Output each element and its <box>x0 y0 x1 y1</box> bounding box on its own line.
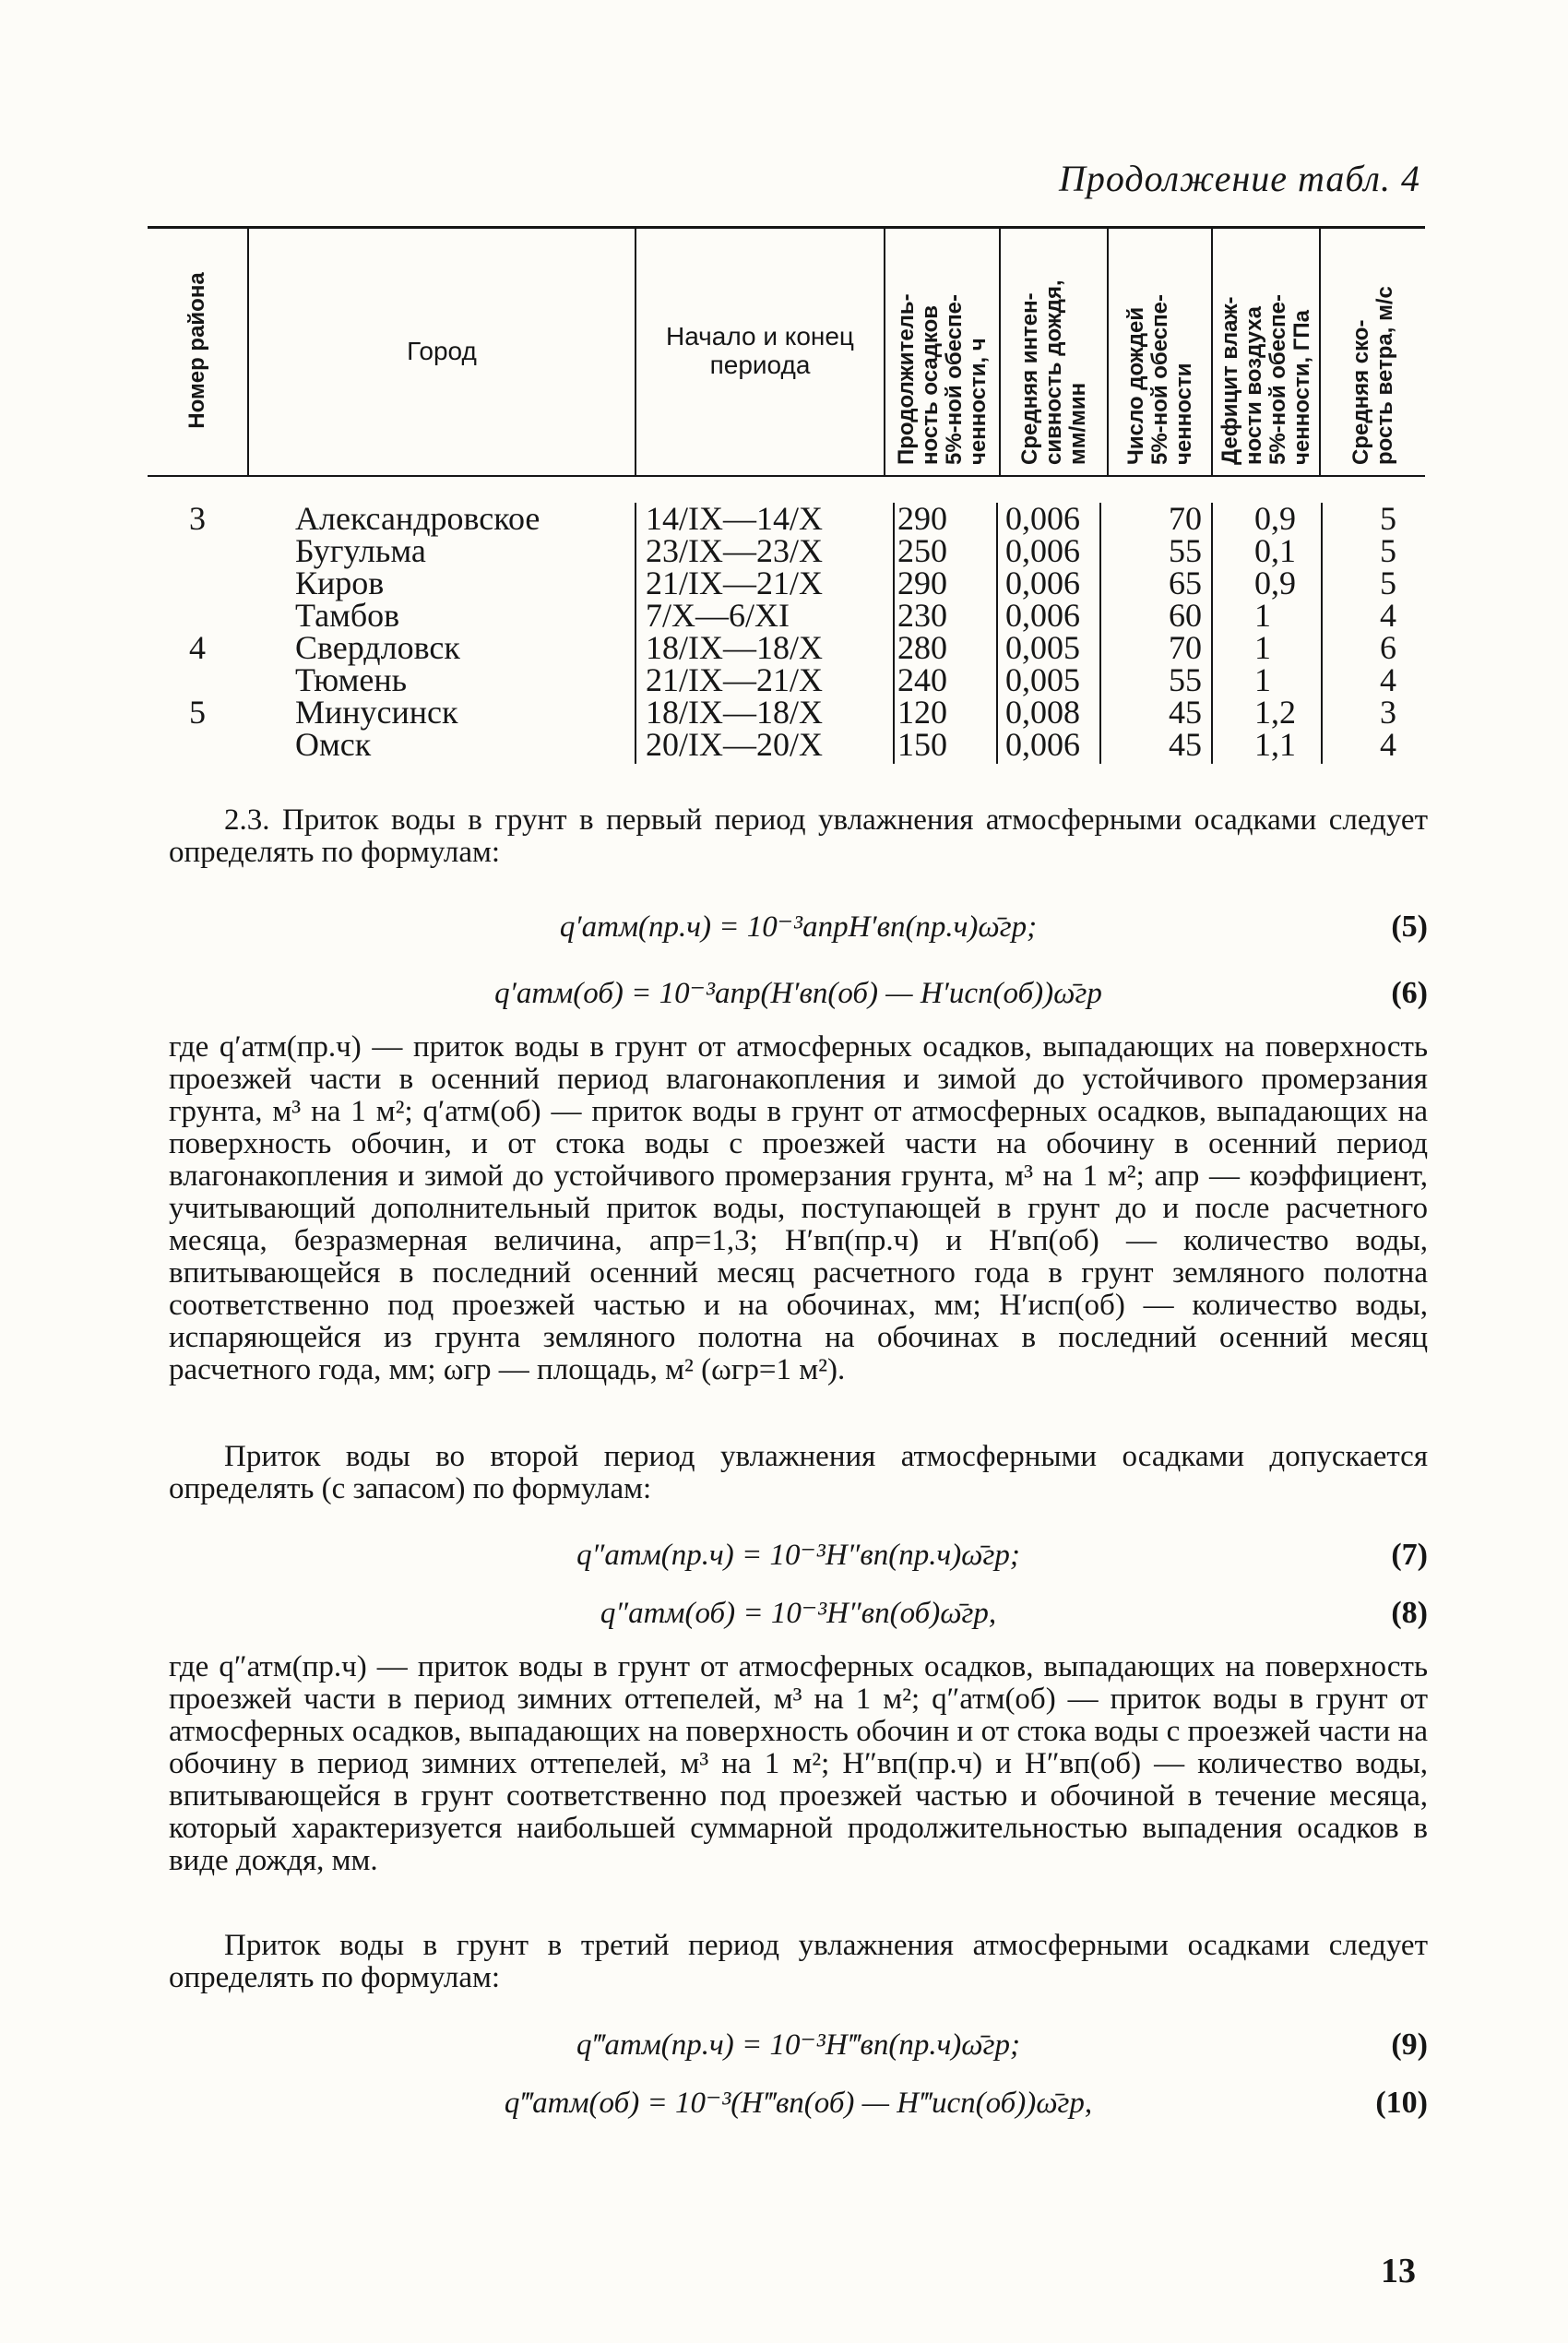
col-header-region: Номер района <box>184 272 209 429</box>
paragraph-definitions-2: где q″атм(пр.ч) — приток воды в грунт от атмосферных осадков, выпадающих на поверхность проезжей части в период зимних оттепелей, м³ на 1 м²; q″атм(об) — приток воды в грунт от атмосферных осадков, выпадающих на поверхность обочин и от стока воды с проезжей части на обочину в период зимних оттепелей, м³ на 1 м²; H″вп(пр.ч) и H″вп(об) — количество воды, впитывающейся в грунт соответственно под проезжей частью и обочиной в течение месяца, который характеризуется наибольшей суммарной продолжительностью выпадения осадков в виде дождя, мм. <box>169 1650 1428 1877</box>
cell-rain-count: 65 <box>1169 565 1202 601</box>
paragraph-third-period: Приток воды в грунт в третий период увлажнения атмосферными осадками следует определять по формулам: <box>169 1929 1428 1994</box>
cell-duration: 120 <box>897 694 947 731</box>
formula-7 <box>169 1535 1428 1576</box>
paragraph-second-period: Приток воды во второй период увлажнения атмосферными осадками допускается определять (с запасом) по формулам: <box>169 1440 1428 1505</box>
formula-8 <box>169 1593 1428 1634</box>
cell-wind: 6 <box>1380 629 1396 666</box>
climate-table <box>148 226 1425 779</box>
table-row <box>148 567 1425 600</box>
cell-period: 14/IX—14/X <box>646 500 823 537</box>
col-header-period: Начало и конец периода <box>666 322 854 379</box>
cell-rain-count: 55 <box>1169 661 1202 698</box>
table-row <box>148 726 1425 763</box>
table-row <box>148 661 1425 698</box>
cell-period: 21/IX—21/X <box>646 661 823 698</box>
cell-rain-count: 70 <box>1169 500 1202 537</box>
table-row <box>148 696 1425 729</box>
cell-rain-count: 45 <box>1169 694 1202 731</box>
cell-region: 4 <box>189 629 206 666</box>
col-header-rain-count: Число дождей 5%-ной обеспе- ченности <box>1123 294 1196 465</box>
cell-region: 3 <box>189 500 206 537</box>
cell-wind: 3 <box>1380 694 1396 731</box>
cell-duration: 290 <box>897 565 947 601</box>
cell-city: Тюмень <box>295 661 408 698</box>
cell-deficit: 0,9 <box>1254 500 1296 537</box>
formula-8-expression: q″атм(об) = 10⁻³H″вп(об)ω̄гр, <box>600 1597 997 1630</box>
cell-wind: 5 <box>1380 532 1396 569</box>
formula-5-expression: q′атм(пр.ч) = 10⁻³aпрH′вп(пр.ч)ω̄гр; <box>559 910 1038 944</box>
col-header-deficit: Дефицит влаж- ности воздуха 5%-ной обеспе- ченности, ГПа <box>1217 294 1314 465</box>
cell-intensity: 0,005 <box>1005 629 1080 666</box>
formula-6 <box>169 973 1428 1014</box>
formula-6-expression: q′атм(об) = 10⁻³aпр(H′вп(об) — H′исп(об))ω̄гр <box>494 977 1102 1010</box>
cell-period: 18/IX—18/X <box>646 694 823 731</box>
formula-10-expression: q‴атм(об) = 10⁻³(H‴вп(об) — H‴исп(об))ω̄гр, <box>504 2087 1093 2120</box>
cell-intensity: 0,006 <box>1005 500 1080 537</box>
formula-10-number: (10) <box>1375 2086 1428 2120</box>
cell-period: 20/IX—20/X <box>646 726 823 763</box>
cell-city: Свердловск <box>295 629 460 666</box>
formula-6-number: (6) <box>1391 976 1428 1010</box>
cell-rain-count: 45 <box>1169 726 1202 763</box>
col-header-intensity: Средняя интен- сивность дождя, мм/мин <box>1016 279 1090 465</box>
cell-deficit: 0,1 <box>1254 532 1296 569</box>
cell-wind: 5 <box>1380 500 1396 537</box>
formula-9-expression: q‴атм(пр.ч) = 10⁻³H‴вп(пр.ч)ω̄гр; <box>576 2028 1020 2062</box>
table-header-rule <box>148 475 1425 477</box>
cell-wind: 4 <box>1380 726 1396 763</box>
cell-city: Омск <box>295 726 372 763</box>
formula-5-number: (5) <box>1391 910 1428 944</box>
cell-intensity: 0,006 <box>1005 532 1080 569</box>
cell-rain-count: 60 <box>1169 597 1202 634</box>
formula-8-number: (8) <box>1391 1596 1428 1630</box>
formula-9-number: (9) <box>1391 2028 1428 2062</box>
table-row <box>148 532 1425 569</box>
cell-city: Александровское <box>295 500 540 537</box>
formula-10 <box>169 2083 1428 2123</box>
cell-duration: 230 <box>897 597 947 634</box>
col-header-duration: Продолжитель- ность осадков 5%-ной обеспе- ченности, ч <box>893 293 991 465</box>
table-continuation-title: Продолжение табл. 4 <box>1058 158 1420 199</box>
cell-city: Тамбов <box>295 597 400 634</box>
cell-duration: 290 <box>897 500 947 537</box>
page-number: 13 <box>1381 2252 1416 2290</box>
cell-duration: 280 <box>897 629 947 666</box>
cell-rain-count: 55 <box>1169 532 1202 569</box>
cell-region: 5 <box>189 694 206 731</box>
formula-7-number: (7) <box>1391 1538 1428 1572</box>
cell-deficit: 1,2 <box>1254 694 1296 731</box>
cell-intensity: 0,006 <box>1005 726 1080 763</box>
cell-duration: 250 <box>897 532 947 569</box>
cell-deficit: 1 <box>1254 629 1271 666</box>
col-header-wind: Средняя ско- рость ветра, м/с <box>1348 286 1397 465</box>
cell-duration: 150 <box>897 726 947 763</box>
table-row <box>148 500 1425 537</box>
paragraph-2-3: 2.3. Приток воды в грунт в первый период увлажнения атмосферными осадками следует определять по формулам: <box>169 803 1428 869</box>
cell-intensity: 0,006 <box>1005 597 1080 634</box>
cell-wind: 4 <box>1380 597 1396 634</box>
cell-period: 18/IX—18/X <box>646 629 823 666</box>
cell-city: Минусинск <box>295 694 458 731</box>
col-header-city: Город <box>407 336 477 365</box>
table-row <box>148 597 1425 634</box>
formula-5 <box>169 907 1428 947</box>
cell-intensity: 0,008 <box>1005 694 1080 731</box>
cell-period: 7/X—6/XI <box>646 597 790 634</box>
cell-deficit: 0,9 <box>1254 565 1296 601</box>
cell-city: Киров <box>295 565 385 601</box>
cell-intensity: 0,006 <box>1005 565 1080 601</box>
cell-wind: 5 <box>1380 565 1396 601</box>
table-row <box>148 629 1425 666</box>
formula-9 <box>169 2025 1428 2065</box>
cell-deficit: 1,1 <box>1254 726 1296 763</box>
cell-duration: 240 <box>897 661 947 698</box>
cell-period: 21/IX—21/X <box>646 565 823 601</box>
cell-period: 23/IX—23/X <box>646 532 823 569</box>
cell-intensity: 0,005 <box>1005 661 1080 698</box>
cell-rain-count: 70 <box>1169 629 1202 666</box>
cell-deficit: 1 <box>1254 661 1271 698</box>
cell-city: Бугульма <box>295 532 426 569</box>
cell-wind: 4 <box>1380 661 1396 698</box>
formula-7-expression: q″атм(пр.ч) = 10⁻³H″вп(пр.ч)ω̄гр; <box>576 1539 1020 1572</box>
paragraph-definitions-1: где q′атм(пр.ч) — приток воды в грунт от атмосферных осадков, выпадающих на поверхность проезжей части в осенний период влагонакопления и зимой до устойчивого промерзания грунта, м³ на 1 м²; q′атм(об) — приток воды в грунт от атмосферных осадков, выпадающих на поверхность обочин, и от стока воды с проезжей части на обочину в осенний период влагонакопления и зимой до устойчивого промерзания грунта, м³ на 1 м²; aпр — коэффициент, учитывающий дополнительный приток воды, поступающей в грунт до и после расчетного месяца, безразмерная величина, aпр=1,3; H′вп(пр.ч) и H′вп(об) — количество воды, впитывающейся в последний осенний месяц расчетного года в грунт земляного полотна соответственно под проезжей частью и на обочинах, мм; H′исп(об) — количество воды, испаряющейся из грунта земляного полотна на обочинах в последний осенний месяц расчетного года, мм; ωгр — площадь, м² (ωгр=1 м²). <box>169 1030 1428 1386</box>
cell-deficit: 1 <box>1254 597 1271 634</box>
